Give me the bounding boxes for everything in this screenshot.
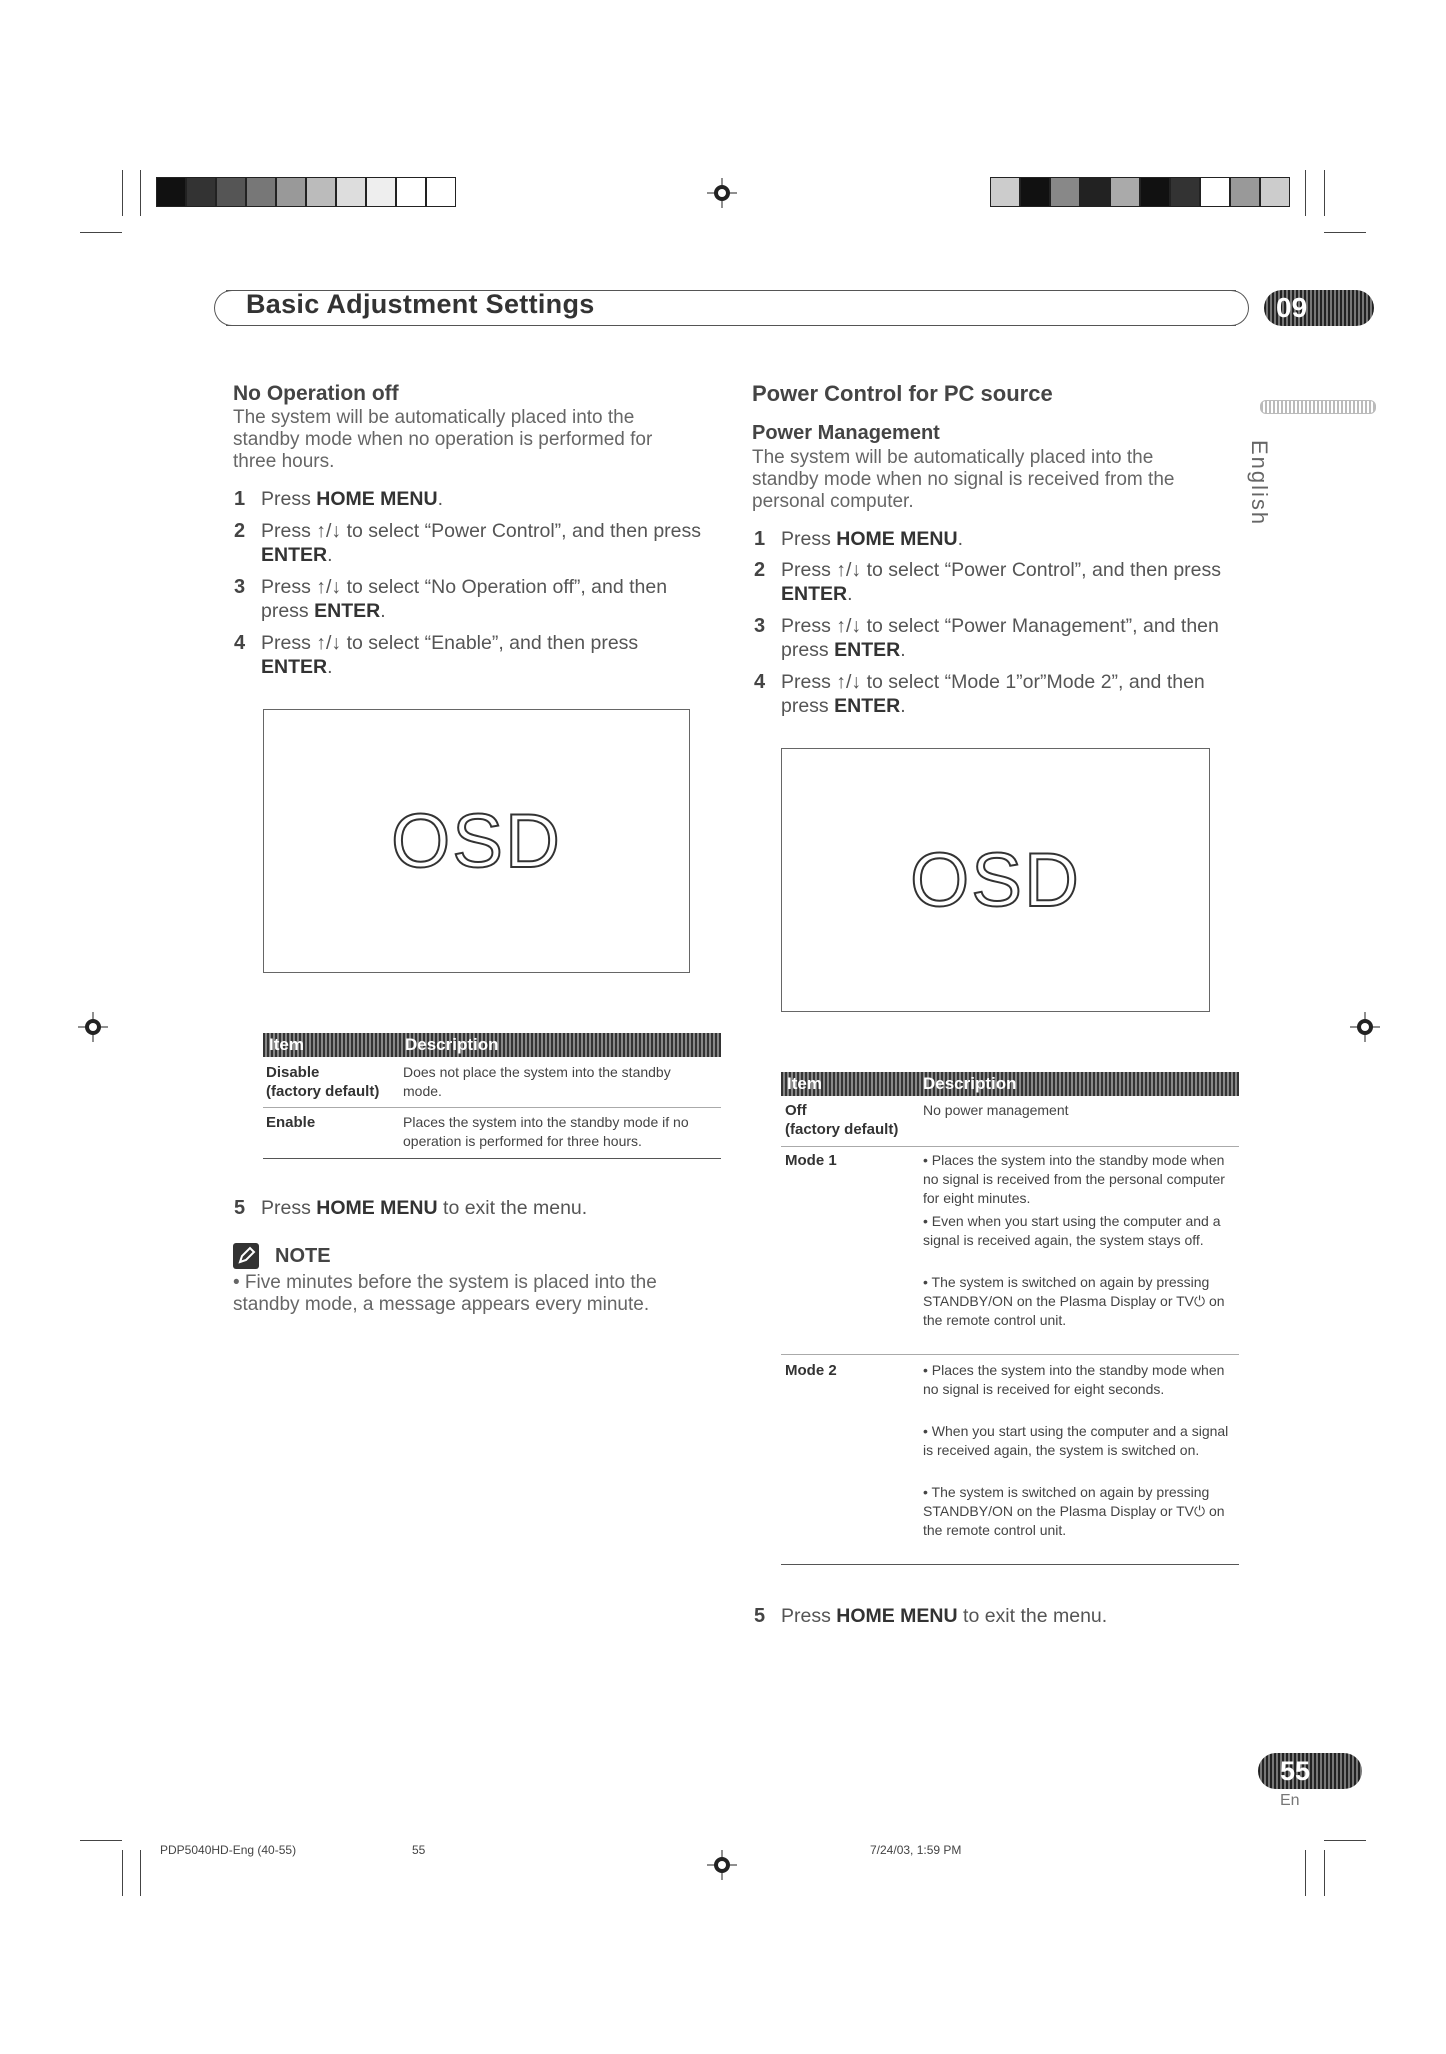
- table-divider: [781, 1146, 1239, 1147]
- table-header-description: Description: [923, 1074, 1017, 1093]
- step-number: 1: [754, 528, 766, 550]
- table-header: [263, 1033, 721, 1057]
- step-number: 5: [754, 1605, 766, 1627]
- osd-screen: [781, 748, 1210, 1012]
- left-heading: No Operation off: [233, 382, 399, 405]
- step-number: 3: [754, 615, 766, 637]
- table-bottom-rule: [781, 1564, 1239, 1565]
- step-number: 4: [234, 632, 246, 654]
- registration-target-icon: [1350, 1012, 1380, 1042]
- table-cell-item: Mode 1: [785, 1152, 837, 1169]
- table-cell-item: Disable: [266, 1064, 320, 1081]
- footer-page: 55: [412, 1843, 426, 1857]
- table-cell-item: Mode 2: [785, 1362, 837, 1379]
- page-number-badge: 55: [1258, 1753, 1362, 1789]
- chapter-badge: 09: [1264, 290, 1374, 326]
- table-header-item: Item: [787, 1074, 822, 1093]
- right-step: 4 Press ↑/↓ to select “Mode 1”or”Mode 2”, and then press ENTER.: [754, 671, 1205, 717]
- registration-target-icon: [707, 178, 737, 208]
- table-bottom-rule: [263, 1158, 721, 1159]
- note-text: • Five minutes before the system is placed into the standby mode, a message appears every minute.: [233, 1272, 657, 1315]
- table-cell-item-note: (factory default): [785, 1121, 899, 1138]
- right-intro: The system will be automatically placed into the standby mode when no signal is received from the personal computer.: [752, 447, 1175, 512]
- table-cell-description: Places the system into the standby mode if no operation is performed for three hours.: [403, 1114, 689, 1149]
- page-title: Basic Adjustment Settings: [246, 289, 595, 319]
- table-cell-item: Off: [785, 1102, 807, 1119]
- table-cell-description: • Even when you start using the computer and a signal is received again, the system stays off.: [923, 1213, 1221, 1248]
- table-cell-description: • Places the system into the standby mode when no signal is received for eight seconds.: [923, 1362, 1225, 1397]
- table-cell-description: • When you start using the computer and a signal is received again, the system is switched on.: [923, 1423, 1229, 1458]
- registration-target-icon: [707, 1850, 737, 1880]
- table-cell-description: • The system is switched on again by pressing STANDBY/ON on the Plasma Display or TV⏻ on the remote control unit.: [923, 1274, 1225, 1328]
- table-header-item: Item: [269, 1035, 304, 1054]
- registration-bar-right: [990, 177, 1290, 207]
- right-step: 2 Press ↑/↓ to select “Power Control”, and then press ENTER.: [754, 559, 1222, 605]
- table-cell-description: • The system is switched on again by pressing STANDBY/ON on the Plasma Display or TV⏻ on the remote control unit.: [923, 1484, 1225, 1538]
- step-number: 1: [234, 488, 246, 510]
- osd-screen: [263, 709, 690, 973]
- table-cell-item: Enable: [266, 1114, 316, 1131]
- left-step: 3 Press ↑/↓ to select “No Operation off”, and then press ENTER.: [234, 576, 668, 622]
- note-title: NOTE: [275, 1245, 331, 1267]
- right-subheading: Power Management: [752, 422, 940, 444]
- registration-bar-left: [156, 177, 456, 207]
- language-tab: English: [1247, 440, 1272, 527]
- right-step: 1 Press HOME MENU.: [754, 528, 964, 550]
- right-step: 5 Press HOME MENU to exit the menu.: [754, 1605, 1108, 1627]
- table-header: [781, 1072, 1239, 1096]
- step-number: 4: [754, 671, 766, 693]
- osd-label: OSD: [391, 798, 562, 884]
- page-lang-code: En: [1280, 1792, 1300, 1809]
- registration-target-icon: [78, 1012, 108, 1042]
- osd-label: OSD: [910, 837, 1081, 923]
- language-tab-bar: [1260, 400, 1376, 414]
- footer-file: PDP5040HD-Eng (40-55): [160, 1843, 297, 1857]
- table-cell-description: Does not place the system into the standby mode.: [403, 1064, 671, 1099]
- table-cell-description: No power management: [923, 1102, 1069, 1118]
- step-number: 3: [234, 576, 246, 598]
- table-cell-description: • Places the system into the standby mode when no signal is received from the personal computer for eight minutes.: [923, 1152, 1225, 1206]
- right-heading: Power Control for PC source: [752, 381, 1053, 406]
- step-number: 2: [234, 520, 246, 542]
- table-cell-item-note: (factory default): [266, 1083, 380, 1100]
- left-intro: The system will be automatically placed into the standby mode when no operation is performed for three hours.: [233, 407, 653, 472]
- note-pencil-icon: [233, 1243, 259, 1269]
- table-divider: [781, 1354, 1239, 1355]
- left-step: 4 Press ↑/↓ to select “Enable”, and then press ENTER.: [234, 632, 639, 678]
- footer-date: 7/24/03, 1:59 PM: [870, 1843, 962, 1857]
- step-number: 2: [754, 559, 766, 581]
- left-step: 5 Press HOME MENU to exit the menu.: [234, 1197, 588, 1219]
- table-divider: [263, 1107, 721, 1108]
- table-header-description: Description: [405, 1035, 499, 1054]
- left-step: 1 Press HOME MENU.: [234, 488, 444, 510]
- header-frame-right: [1222, 290, 1249, 326]
- step-number: 5: [234, 1197, 246, 1219]
- left-step: 2 Press ↑/↓ to select “Power Control”, and then press ENTER.: [234, 520, 702, 566]
- right-step: 3 Press ↑/↓ to select “Power Management”, and then press ENTER.: [754, 615, 1219, 661]
